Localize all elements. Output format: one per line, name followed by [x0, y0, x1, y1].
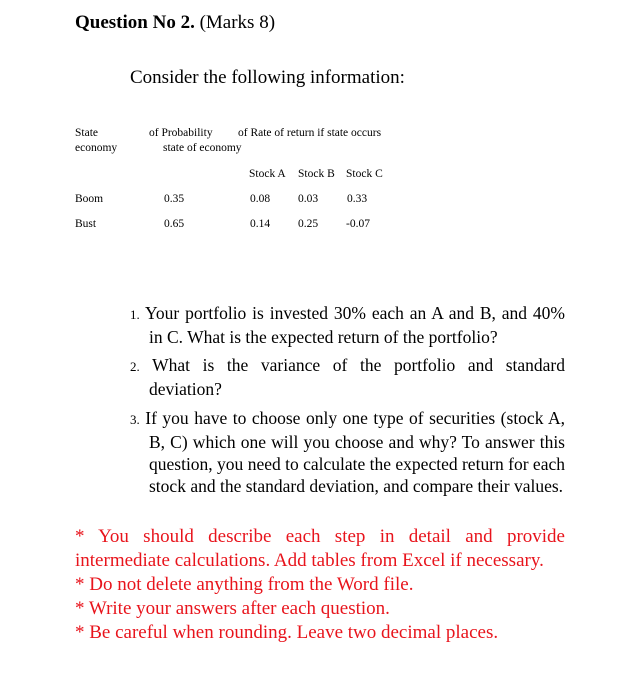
- note-rounding: * Be careful when rounding. Leave two decimal places.: [75, 622, 499, 643]
- question-1: [130, 302, 565, 348]
- header-state: State: [75, 127, 98, 139]
- row-boom-stock-c: 0.33: [347, 193, 368, 205]
- header-stock-b: Stock B: [298, 168, 335, 180]
- question-2-number: 2.: [130, 359, 140, 374]
- row-boom-state: Boom: [75, 193, 104, 205]
- question-3: [130, 407, 565, 497]
- header-rate-of-return: of Rate of return if state occurs: [238, 127, 382, 139]
- question-3-text: If you have to choose only one type of securities (stock A, B, C) which one will you choose and why? To answer this question, you need to calculate the expected return for each stock and the standard deviation, and compare their values.: [145, 408, 566, 496]
- question-1-number: 1.: [130, 307, 140, 322]
- question-marks: (Marks 8): [194, 12, 276, 33]
- question-2: [130, 354, 565, 400]
- row-bust-prob: 0.65: [164, 218, 185, 230]
- header-stock-a: Stock A: [249, 168, 286, 180]
- row-boom-prob: 0.35: [164, 193, 185, 205]
- row-bust-state: Bust: [75, 218, 97, 230]
- row-boom-stock-b: 0.03: [298, 193, 319, 205]
- row-bust-stock-c: -0.07: [346, 218, 370, 230]
- header-stock-c: Stock C: [346, 168, 383, 180]
- row-bust-stock-b: 0.25: [298, 218, 319, 230]
- note-do-not-delete: * Do not delete anything from the Word file.: [75, 574, 414, 595]
- header-state-of-economy: state of economy: [163, 142, 242, 154]
- row-boom-stock-a: 0.08: [250, 193, 271, 205]
- question-1-text: Your portfolio is invested 30% each an A and B, and 40% in C. What is the expected return of the portfolio?: [144, 303, 565, 347]
- note-write-answers: * Write your answers after each question.: [75, 598, 390, 619]
- question-2-text: What is the variance of the portfolio and standard deviation?: [149, 355, 565, 399]
- instructions-notes: [75, 525, 565, 645]
- intro-text: Consider the following information:: [130, 67, 405, 88]
- question-heading: [75, 12, 275, 34]
- note-describe-steps: * You should describe each step in detail and provide intermediate calculations. Add tables from Excel if necessary.: [75, 526, 565, 571]
- row-bust-stock-a: 0.14: [250, 218, 271, 230]
- header-economy: economy: [75, 142, 118, 154]
- question-number: Question No 2.: [75, 12, 195, 33]
- question-3-number: 3.: [130, 412, 140, 427]
- header-probability: of Probability: [149, 127, 213, 139]
